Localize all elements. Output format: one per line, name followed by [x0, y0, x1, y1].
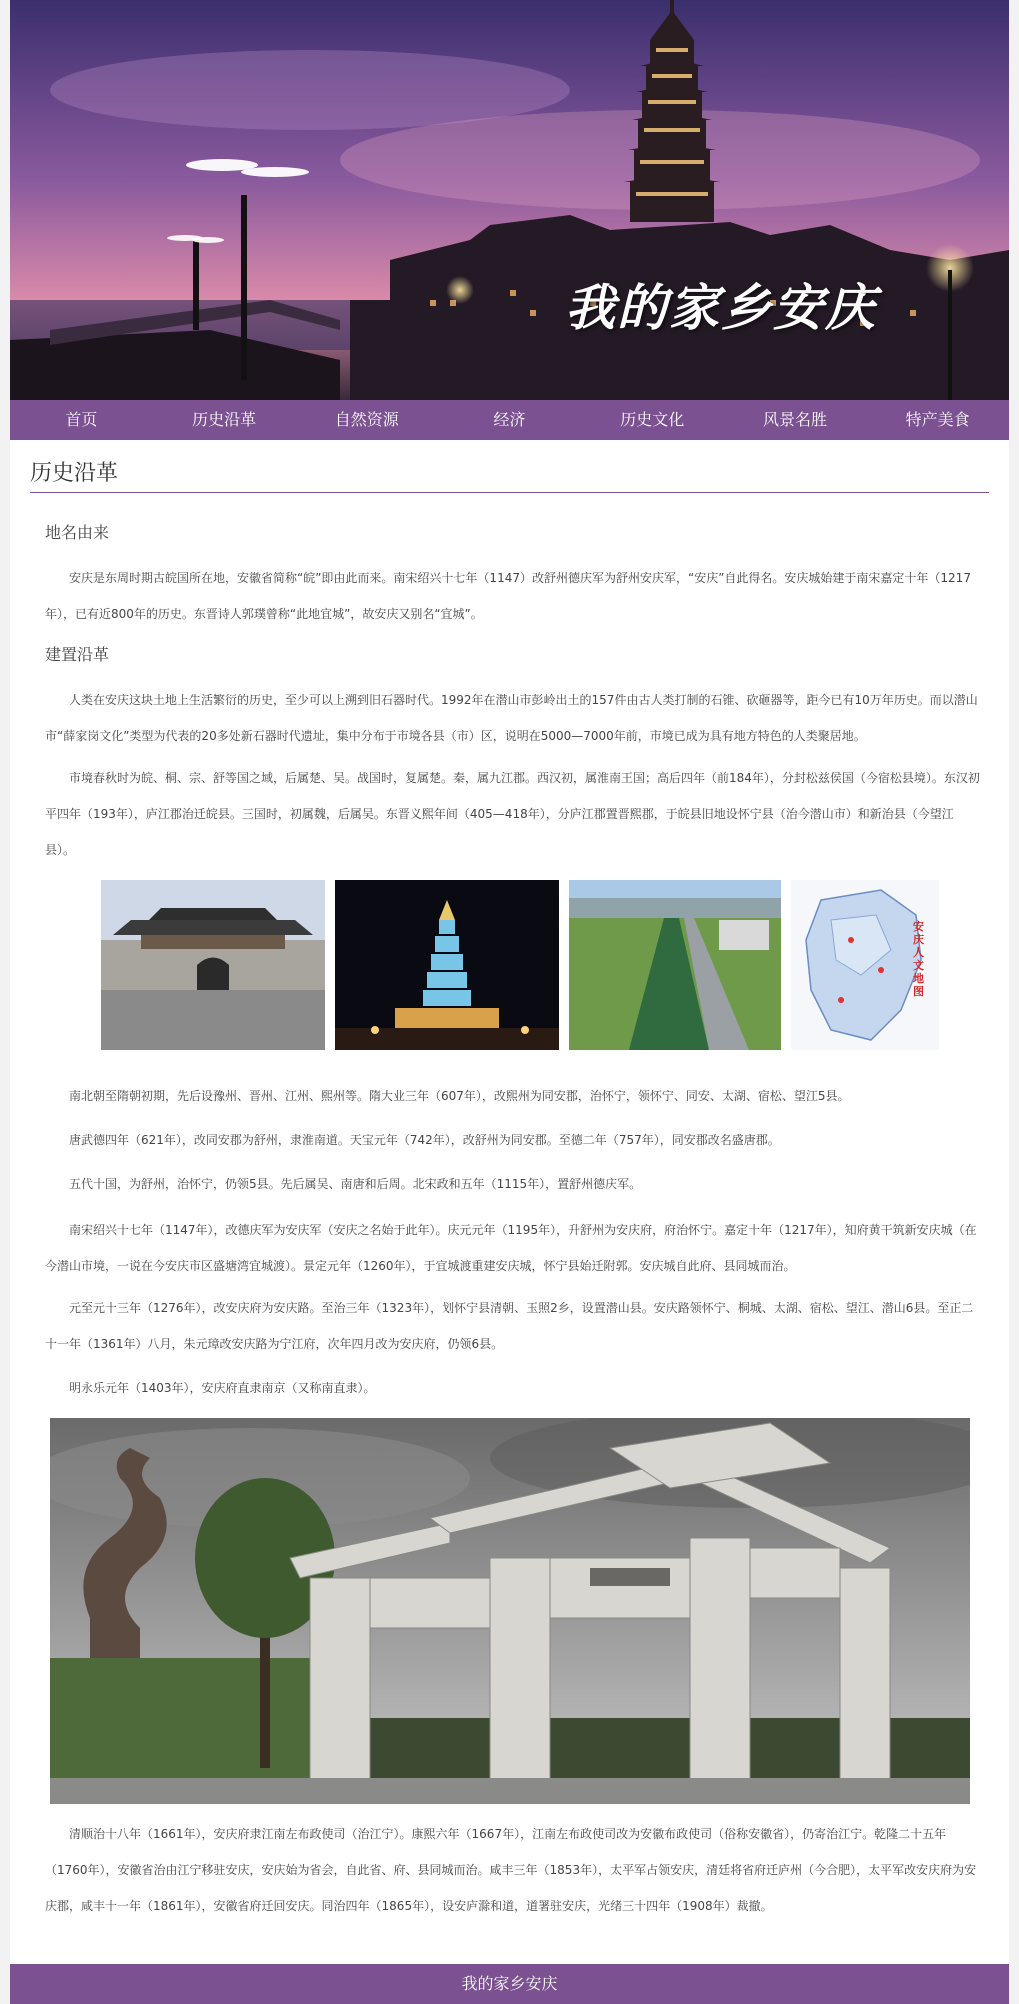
paragraph-history-1: 人类在安庆这块土地上生活繁衍的历史，至少可以上溯到旧石器时代。1992年在潜山市彭岭出土的157件由古人类打制的石锥、砍砸器等，距今已有10万年历史。而以潜山市“薛家岗文化”类型为代表的20多处新石器时代遗址，集中分布于市境各县（市）区，说明在5000—7000年前，市境已成为具有地方特色的人类聚居地。	[45, 693, 978, 743]
pagoda-night-photo	[335, 880, 559, 1050]
map-label: 安庆人文地图	[913, 920, 924, 998]
page-title: 历史沿革	[30, 461, 119, 486]
paragraph-history-9: 清顺治十八年（1661年），安庆府隶江南左布政使司（治江宁）。康熙六年（1667年），江南左布政使司改为安徽布政使司（俗称安徽省），仍寄治江宁。乾隆二十五年（1760年），安徽省治由江宁移驻安庆，安庆始为省会，自此省、府、县同城而治。咸丰三年（1853年），太平军占领安庆，清廷将省府迁庐州（今合肥），太平军改安庆府为安庆郡，咸丰十一年（1861年），安徽省府迁回安庆。同治四年（1865年），设安庐滁和道，道署驻安庆，光绪三十四年（1908年）裁撤。	[45, 1827, 977, 1913]
paragraph-history-2: 市境春秋时为皖、桐、宗、舒等国之域，后属楚、吴。战国时，复属楚。秦，属九江郡。西汉初，属淮南王国；高后四年（前184年），分封松兹侯国（今宿松县境）。东汉初平四年（193年），庐江郡治迁皖县。三国时，初属魏，后属吴。东晋义熙年间（405—418年），分庐江郡置晋熙郡，于皖县旧地设怀宁县（治今潜山市）和新治县（今望江县）。	[45, 771, 980, 857]
page	[10, 0, 1009, 2004]
paragraph-history-3: 南北朝至隋朝初期，先后设豫州、晋州、江州、熙州等。隋大业三年（607年），改熙州为同安郡，治怀宁，领怀宁、同安、太湖、宿松、望江5县。	[69, 1089, 850, 1103]
main-nav	[10, 400, 1009, 440]
memorial-arch-photo	[50, 1418, 970, 1804]
nav-item-home[interactable]: 首页	[65, 410, 98, 429]
paragraph-history-5: 五代十国，为舒州，治怀宁，仍领5县。先后属吴、南唐和后周。北宋政和五年（1115年），置舒州德庆军。	[69, 1177, 642, 1191]
paragraph-history-8: 明永乐元年（1403年），安庆府直隶南京（又称南直隶）。	[69, 1381, 376, 1395]
paragraph-history-4: 唐武德四年（621年），改同安郡为舒州，隶淮南道。天宝元年（742年），改舒州为同安郡。至德二年（757年），同安郡改名盛唐郡。	[69, 1133, 780, 1147]
river-park-photo	[569, 880, 781, 1050]
subhead-name-origin: 地名由来	[45, 523, 110, 542]
city-gate-photo	[101, 880, 325, 1050]
title-divider	[30, 492, 989, 493]
footer: 我的家乡安庆	[10, 1964, 1009, 2004]
culture-map-image	[791, 880, 939, 1050]
nav-item-culture[interactable]: 历史文化	[620, 410, 685, 429]
subhead-history: 建置沿革	[45, 645, 110, 664]
paragraph-history-7: 元至元十三年（1276年），改安庆府为安庆路。至治三年（1323年），划怀宁县清朝、玉照2乡，设置潜山县。安庆路领怀宁、桐城、太湖、宿松、望江、潜山6县。至正二十一年（1361年）八月，朱元璋改安庆路为宁江府，次年四月改为安庆府，仍领6县。	[45, 1301, 974, 1351]
nav-item-natural-resources[interactable]: 自然资源	[334, 410, 399, 429]
banner-title: 我的家乡安庆	[565, 278, 877, 337]
nav-item-history[interactable]: 历史沿革	[192, 410, 257, 429]
nav-item-food[interactable]: 特产美食	[905, 410, 970, 429]
nav-item-economy[interactable]: 经济	[493, 410, 526, 429]
paragraph-origin: 安庆是东周时期古皖国所在地，安徽省简称“皖”即由此而来。南宋绍兴十七年（1147）改舒州德庆军为舒州安庆军，“安庆”自此得名。安庆城始建于南宋嘉定十年（1217年），已有近800年的历史。东晋诗人郭璞曾称“此地宜城”，故安庆又别名“宜城”。	[45, 571, 971, 621]
paragraph-history-6: 南宋绍兴十七年（1147年），改德庆军为安庆军（安庆之名始于此年）。庆元元年（1195年），升舒州为安庆府，府治怀宁。嘉定十年（1217年），知府黄干筑新安庆城（在今潜山市境，一说在今安庆市区盛塘湾宜城渡）。景定元年（1260年），于宜城渡重建安庆城，怀宁县始迁附郭。安庆城自此府、县同城而治。	[45, 1223, 977, 1273]
banner-image	[10, 0, 1009, 400]
nav-item-scenery[interactable]: 风景名胜	[762, 410, 827, 429]
